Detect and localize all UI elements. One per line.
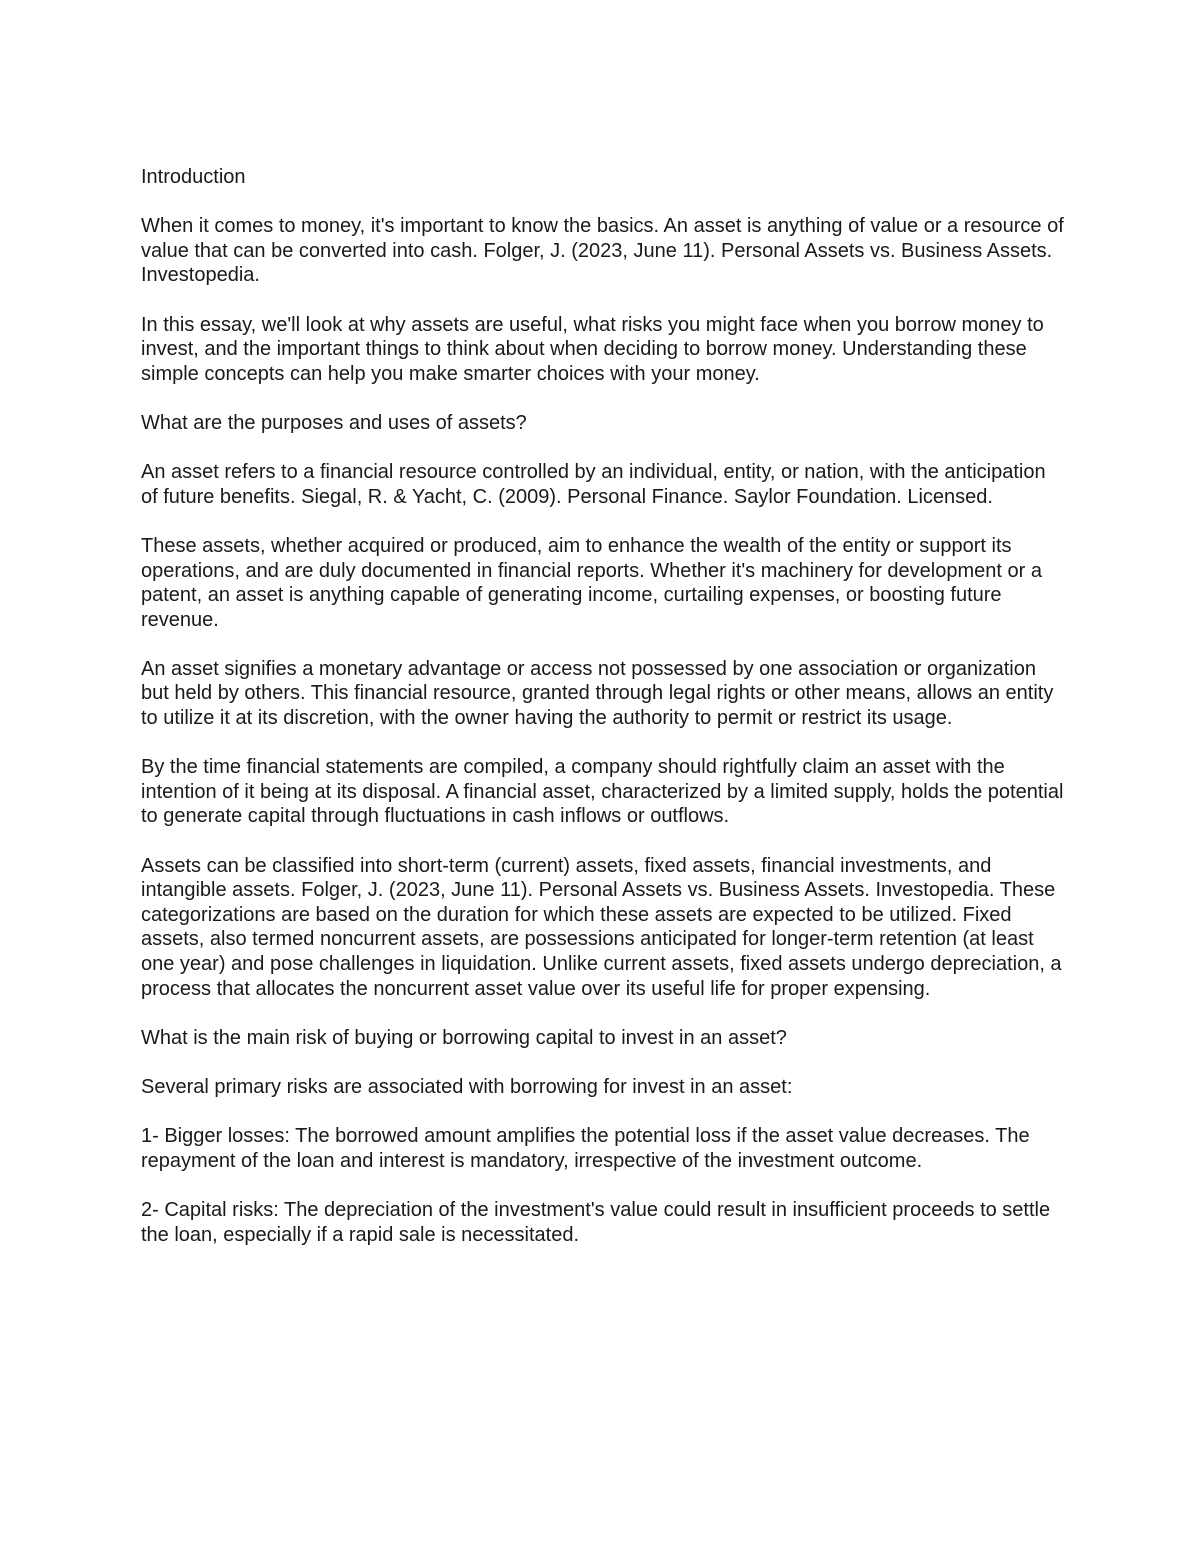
section-heading-purposes: What are the purposes and uses of assets? [141, 411, 527, 434]
paragraph-financial-statements: By the time financial statements are compiled, a company should rightfully claim an asset with the intention of it being at its disposal. A financial asset, characterized by a limited supply, holds the potential to generate capital through fluctuations in cash inflows or outflows. [141, 756, 1064, 828]
paragraph-asset-classification: Assets can be classified into short-term (current) assets, fixed assets, financial investments, and intangible assets. Folger, J. (2023, June 11). Personal Assets vs. Business Assets. Investopedia. These categorizations are based on the duration for which these assets are expected to be utilized. Fixed assets, also termed noncurrent assets, are possessions anticipated for longer-term retention (at least one year) and pose challenges in liquidation. Unlike current assets, fixed assets undergo depreciation, a process that allocates the noncurrent asset value over its useful life for proper expensing. [141, 854, 1062, 1000]
paragraph-primary-risks: Several primary risks are associated with borrowing for invest in an asset: [141, 1075, 793, 1098]
list-item-bigger-losses: 1- Bigger losses: The borrowed amount amplifies the potential loss if the asset value decreases. The repayment of the loan and interest is mandatory, irrespective of the investment outcome. [141, 1125, 1030, 1172]
paragraph-asset-definition: An asset refers to a financial resource controlled by an individual, entity, or nation, with the anticipation of future benefits. Siegal, R. & Yacht, C. (2009). Personal Finance. Saylor Foundation. Licensed. [141, 461, 1046, 508]
paragraph-asset-advantage: An asset signifies a monetary advantage or access not possessed by one association or organization but held by others. This financial resource, granted through legal rights or other means, allows an entity to utilize it at its discretion, with the owner having the authority to permit or restrict its usage. [141, 657, 1054, 730]
paragraph-essay-overview: In this essay, we'll look at why assets are useful, what risks you might face when you borrow money to invest, and the important things to think about when deciding to borrow money. Understanding these simple concepts can help you make smarter choices with your money. [141, 313, 1044, 385]
paragraph-asset-wealth: These assets, whether acquired or produced, aim to enhance the wealth of the entity or support its operations, and are duly documented in financial reports. Whether it's machinery for development or a patent, an asset is anything capable of generating income, curtailing expenses, or boosting future revenue. [141, 534, 1042, 631]
document-body [141, 165, 1066, 1272]
section-heading-main-risk: What is the main risk of buying or borrowing capital to invest in an asset? [141, 1026, 787, 1049]
list-item-capital-risks: 2- Capital risks: The depreciation of the investment's value could result in insufficient proceeds to settle the loan, especially if a rapid sale is necessitated. [141, 1198, 1051, 1246]
section-heading-introduction: Introduction [141, 166, 246, 188]
paragraph-intro-basics: When it comes to money, it's important to know the basics. An asset is anything of value or a resource of value that can be converted into cash. Folger, J. (2023, June 11). Personal Assets vs. Business Assets. Investopedia. [141, 215, 1064, 287]
